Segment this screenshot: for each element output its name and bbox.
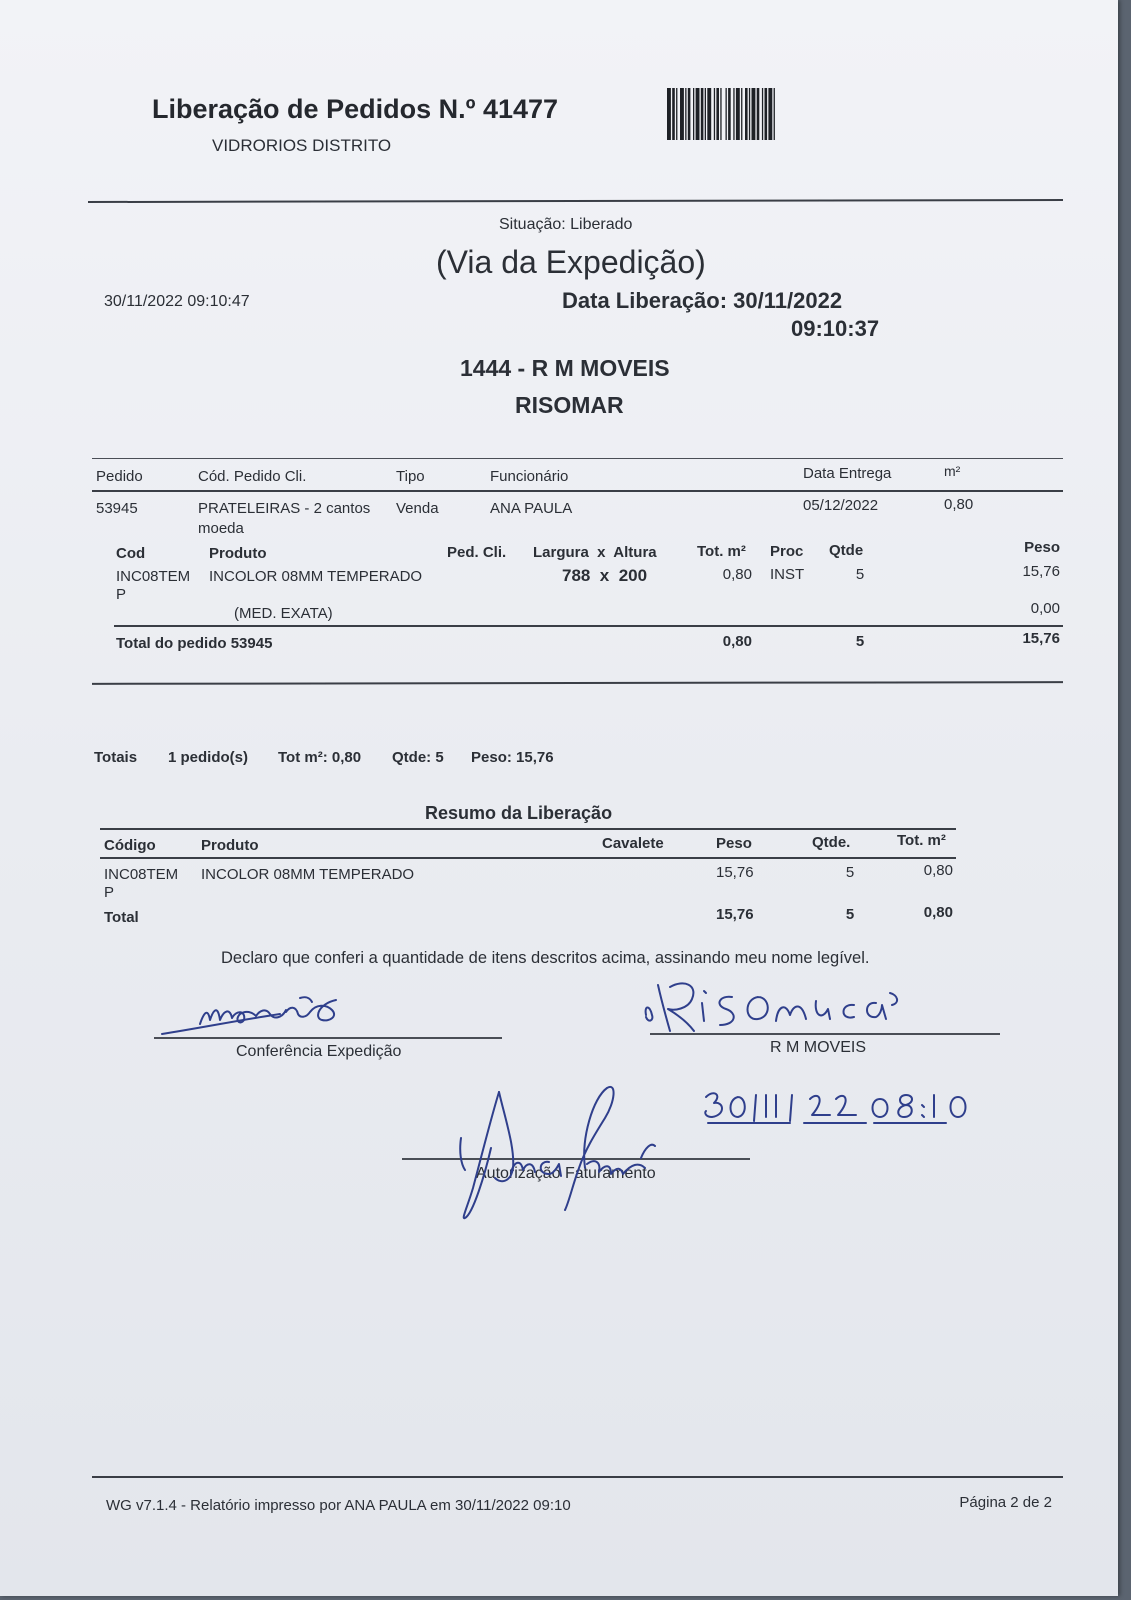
item-cod-line1: INC08TEM [116, 568, 191, 585]
resumo-col-produto: Produto [201, 837, 259, 854]
barcode [667, 88, 839, 140]
barcode-bar [741, 88, 742, 140]
conferencia-signature [160, 990, 370, 1040]
barcode-bar [693, 88, 694, 140]
barcode-bar [680, 88, 684, 140]
item-dimensoes: 788 x 200 [562, 566, 648, 585]
header-divider [88, 199, 1063, 203]
footer-rule [92, 1476, 1063, 1478]
barcode-bar [720, 88, 721, 140]
footer-report-info: WG v7.1.4 - Relatório impresso por ANA PAULA em 30/11/2022 09:10 [106, 1497, 571, 1514]
declaration-text: Declaro que conferi a quantidade de itens descritos acima, assinando meu nome legível. [221, 949, 870, 967]
totais-pedidos: 1 pedido(s) [168, 749, 249, 766]
totais-m2: Tot m²: 0,80 [278, 749, 362, 766]
conferencia-label: Conferência Expedição [236, 1043, 402, 1060]
barcode-bar [688, 88, 691, 140]
autorizacao-label: Autorização Faturamento [476, 1165, 656, 1182]
resumo-col-qtde: Qtde. [812, 834, 851, 851]
resumo-codigo-line1: INC08TEM [104, 866, 179, 883]
col-data-entrega: Data Entrega [803, 465, 892, 482]
item-produto: INCOLOR 08MM TEMPERADO [209, 568, 423, 585]
order-total-label: Total do pedido 53945 [116, 635, 273, 652]
cliente-signature [640, 975, 920, 1045]
totais-qtde: Qtde: 5 [392, 749, 444, 766]
resumo-peso: 15,76 [716, 864, 754, 881]
barcode-bar [774, 88, 775, 140]
col-funcionario: Funcionário [490, 468, 569, 485]
barcode-bar [701, 88, 704, 140]
barcode-bar [762, 88, 763, 140]
barcode-bar [752, 88, 756, 140]
col-m2: m² [944, 463, 961, 479]
via-label: (Via da Expedição) [436, 244, 706, 280]
resumo-total-qtde: 5 [845, 906, 855, 923]
order-tipo: Venda [396, 500, 439, 517]
order-total-peso: 15,76 [1022, 630, 1060, 647]
resumo-col-codigo: Código [104, 837, 156, 854]
order-cod-line2: moeda [198, 520, 244, 537]
item-col-tot-m2: Tot. m² [697, 543, 746, 560]
orders-header-rule [92, 490, 1063, 492]
order-total-qtde: 5 [855, 633, 865, 650]
resumo-col-peso: Peso [716, 835, 752, 852]
totais-peso: Peso: 15,76 [471, 749, 554, 766]
orders-top-rule [92, 458, 1063, 459]
item-col-qtde: Qtde [829, 542, 864, 559]
barcode-bar [768, 88, 772, 140]
col-tipo: Tipo [396, 468, 425, 485]
resumo-header-rule [100, 857, 956, 859]
resumo-codigo-line2: P [104, 884, 115, 901]
resumo-total-tot-m2: 0,80 [923, 904, 953, 921]
barcode-bar [676, 88, 677, 140]
resumo-top-rule [100, 828, 956, 830]
autorizacao-signature [455, 1078, 685, 1228]
order-total-rule [114, 625, 1063, 627]
order-total-m2: 0,80 [722, 633, 752, 650]
barcode-bar [672, 88, 675, 140]
item-col-proc: Proc [770, 543, 804, 560]
orders-bottom-rule [92, 681, 1063, 685]
resumo-qtde: 5 [845, 864, 855, 881]
barcode-bar [757, 88, 760, 140]
order-data-entrega: 05/12/2022 [803, 497, 879, 514]
order-m2: 0,80 [944, 496, 974, 513]
barcode-bar [685, 88, 686, 140]
barcode-bar [696, 88, 700, 140]
resumo-total-peso: 15,76 [716, 906, 754, 923]
resumo-total-label: Total [104, 909, 139, 926]
item-col-produto: Produto [209, 545, 267, 562]
situacao-label: Situação: Liberado [499, 216, 633, 233]
barcode-bar [749, 88, 750, 140]
client-name: 1444 - R M MOVEIS [460, 355, 670, 381]
barcode-bar [716, 88, 719, 140]
handwritten-date [700, 1085, 980, 1135]
barcode-bar [745, 88, 748, 140]
item-col-cod: Cod [116, 545, 146, 562]
order-cod-line1: PRATELEIRAS - 2 cantos [198, 500, 371, 517]
handwritten-date-text [700, 1085, 708, 1086]
resumo-col-cavalete: Cavalete [602, 835, 664, 852]
item-qtde: 5 [855, 566, 865, 583]
item-peso: 15,76 [1022, 563, 1060, 580]
order-funcionario: ANA PAULA [490, 500, 573, 517]
resumo-col-tot-m2: Tot. m² [897, 832, 946, 849]
totais-label: Totais [94, 749, 138, 766]
resumo-produto: INCOLOR 08MM TEMPERADO [201, 866, 415, 883]
barcode-bar [667, 88, 671, 140]
item-obs: (MED. EXATA) [234, 605, 333, 622]
item-proc: INST [770, 566, 805, 583]
resumo-title: Resumo da Liberação [425, 803, 613, 823]
barcode-bar [714, 88, 715, 140]
print-datetime: 30/11/2022 09:10:47 [104, 293, 250, 310]
barcode-bar [726, 88, 727, 140]
item-col-largura-altura: Largura x Altura [533, 544, 657, 561]
barcode-bar [736, 88, 740, 140]
footer-page-number: Página 2 de 2 [959, 1494, 1052, 1511]
item-col-peso: Peso [1024, 539, 1060, 556]
cliente-label: R M MOVEIS [770, 1039, 867, 1056]
col-pedido: Pedido [96, 468, 143, 485]
resumo-tot-m2: 0,80 [923, 862, 953, 879]
item-tot-m2: 0,80 [722, 566, 752, 583]
item-obs-peso: 0,00 [1030, 600, 1060, 617]
document-title: Liberação de Pedidos N.º 41477 [152, 94, 559, 124]
company-name: VIDRORIOS DISTRITO [212, 136, 392, 155]
data-liberacao-time: 09:10:37 [791, 316, 880, 341]
item-cod-line2: P [116, 586, 127, 603]
item-col-ped-cli: Ped. Cli. [447, 544, 507, 561]
barcode-bar [707, 88, 711, 140]
barcode-bar [728, 88, 731, 140]
data-liberacao: Data Liberação: 30/11/2022 [562, 288, 843, 313]
col-cod-pedido-cli: Cód. Pedido Cli. [198, 468, 307, 485]
order-pedido: 53945 [96, 500, 138, 517]
barcode-bar [705, 88, 706, 140]
client-contact: RISOMAR [515, 392, 624, 418]
barcode-bar [733, 88, 734, 140]
barcode-bar [765, 88, 768, 140]
